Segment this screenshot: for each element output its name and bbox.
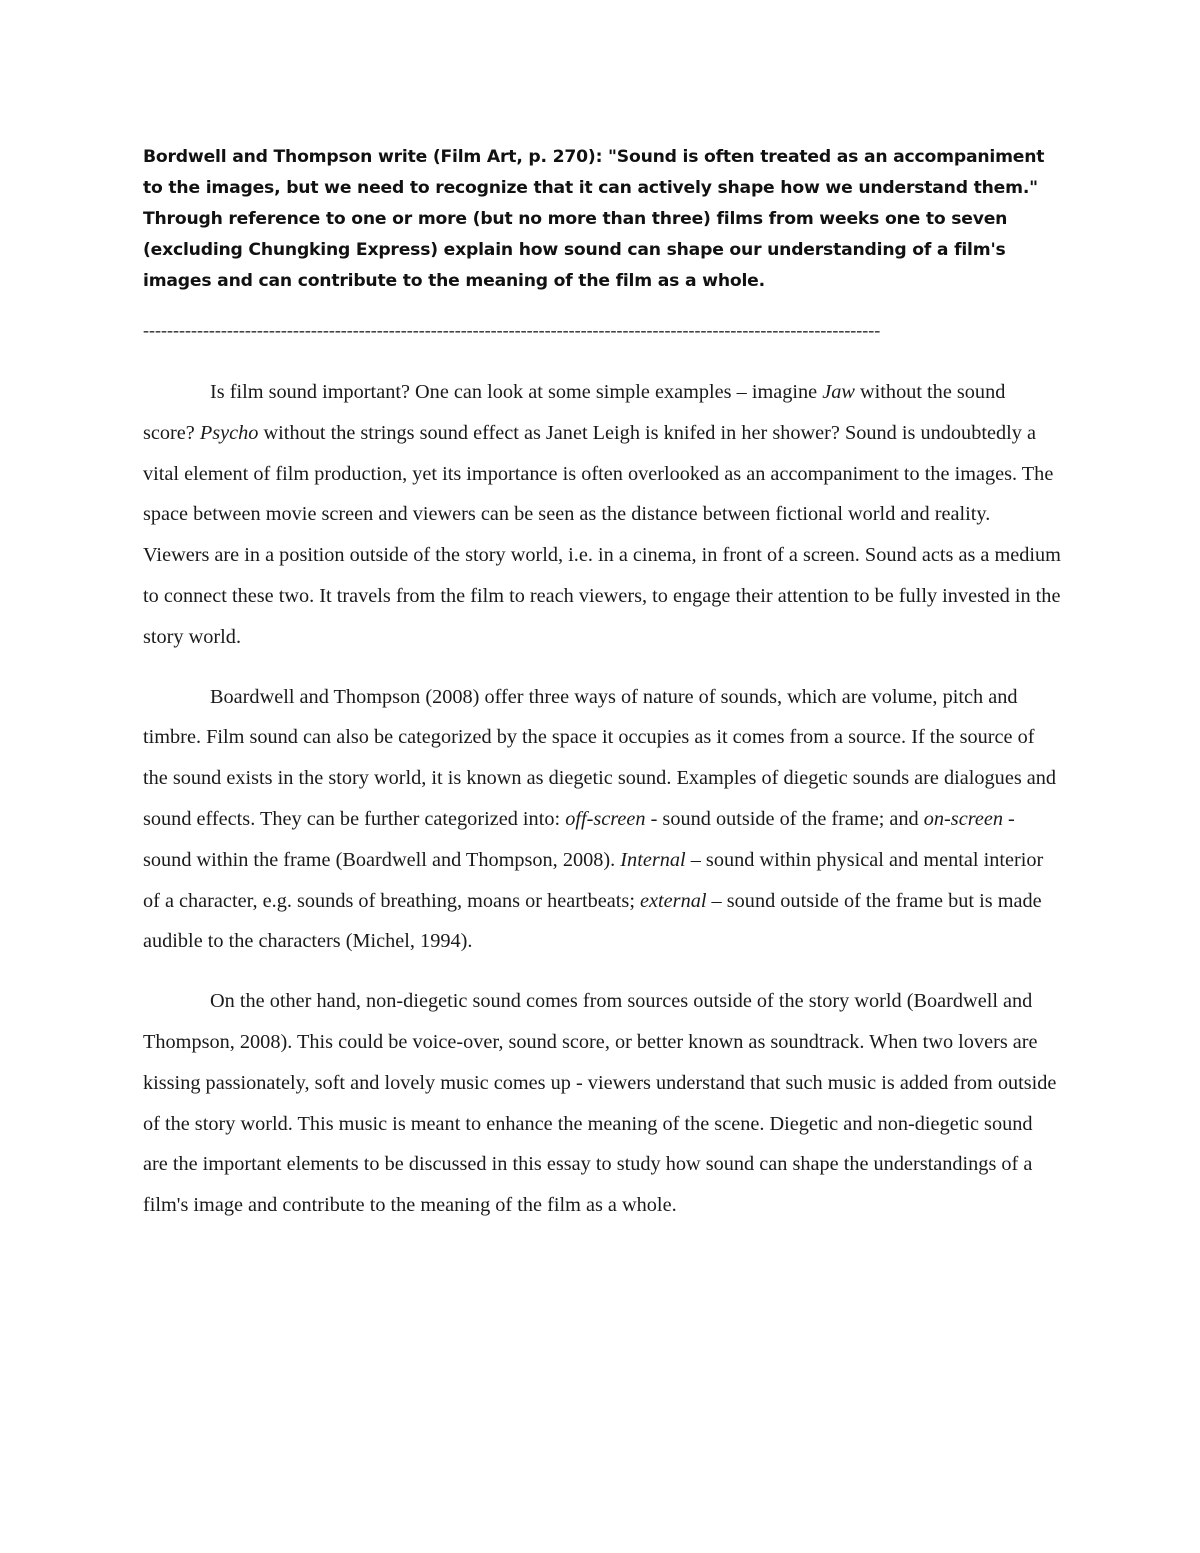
paragraph-2-text-i: – sound outside of the frame but is made audible to the characters (Michel, 1994). [143,889,1042,953]
essay-prompt: Bordwell and Thompson write (Film Art, p. 270): "Sound is often treated as an accompaniment to the images, but we need to recognize that it can actively shape how we understand them." Through reference to one or more (but no more than three) films from weeks one to seven (excluding Chungking Express) explain how sound can shape our understanding of a film's images and can contribute to the meaning of the film as a whole. [143,147,1045,291]
term-on-screen: on-screen [923,807,1003,830]
paragraph-1-text-c: without the sound score? [143,381,1006,444]
paragraph-2-text-g: – sound within physical and mental interior of a character, e.g. sounds of breathing, moans or heartbeats; [143,848,1044,912]
term-internal: Internal [620,848,686,871]
paragraph-2 [143,677,1061,963]
film-title-jaw: Jaw [822,381,855,403]
paragraph-2-text-c: - sound outside of the frame; and [645,807,924,830]
film-title-psycho: Psycho [199,421,259,444]
term-external: external [640,889,707,912]
dashed-separator: --------------------------------------------------------------------------------------------------------------------------- [143,320,881,340]
paragraph-2-text-a: Boardwell and Thompson (2008) offer three ways of nature of sounds, which are volume, pitch and timbre. Film sound can also be categorized by the space it occupies as it comes from a source. If the source of the sound exists in the story world, it is known as diegetic sound. Examples of diegetic sounds are dialogues and sound effects. They can be further categorized into: [143,685,1057,830]
paragraph-3-text-a: On the other hand, non-diegetic sound comes from sources outside of the story world (Boardwell and Thompson, 2008). This could be voice-over, sound score, or better known as soundtrack. When two lovers are kissing passionately, soft and lovely music comes up - viewers understand that such music is added from outside of the story world. This music is meant to enhance the meaning of the scene. Diegetic and non-diegetic sound are the important elements to be discussed in this essay to study how sound can shape the understandings of a film's image and contribute to the meaning of the film as a whole. [143,990,1057,1217]
paragraph-3 [143,981,1061,1226]
paragraph-1-text-a: Is film sound important? One can look at some simple examples – imagine [210,381,823,403]
paragraph-1-text-e: without the strings sound effect as Janet Leigh is knifed in her shower? Sound is undoubtedly a vital element of film production, yet its importance is often overlooked as an accompaniment to the images. The space between movie screen and viewers can be seen as the distance between fictional world and reality. Viewers are in a position outside of the story world, i.e. in a cinema, in front of a screen. Sound acts as a medium to connect these two. It travels from the film to reach viewers, to engage their attention to be fully invested in the story world. [143,421,1061,648]
essay-body [143,372,1061,1245]
paragraph-1 [143,372,1061,658]
term-off-screen: off-screen [565,807,646,830]
paragraph-2-text-e: - sound within the frame (Boardwell and Thompson, 2008). [143,807,1015,871]
